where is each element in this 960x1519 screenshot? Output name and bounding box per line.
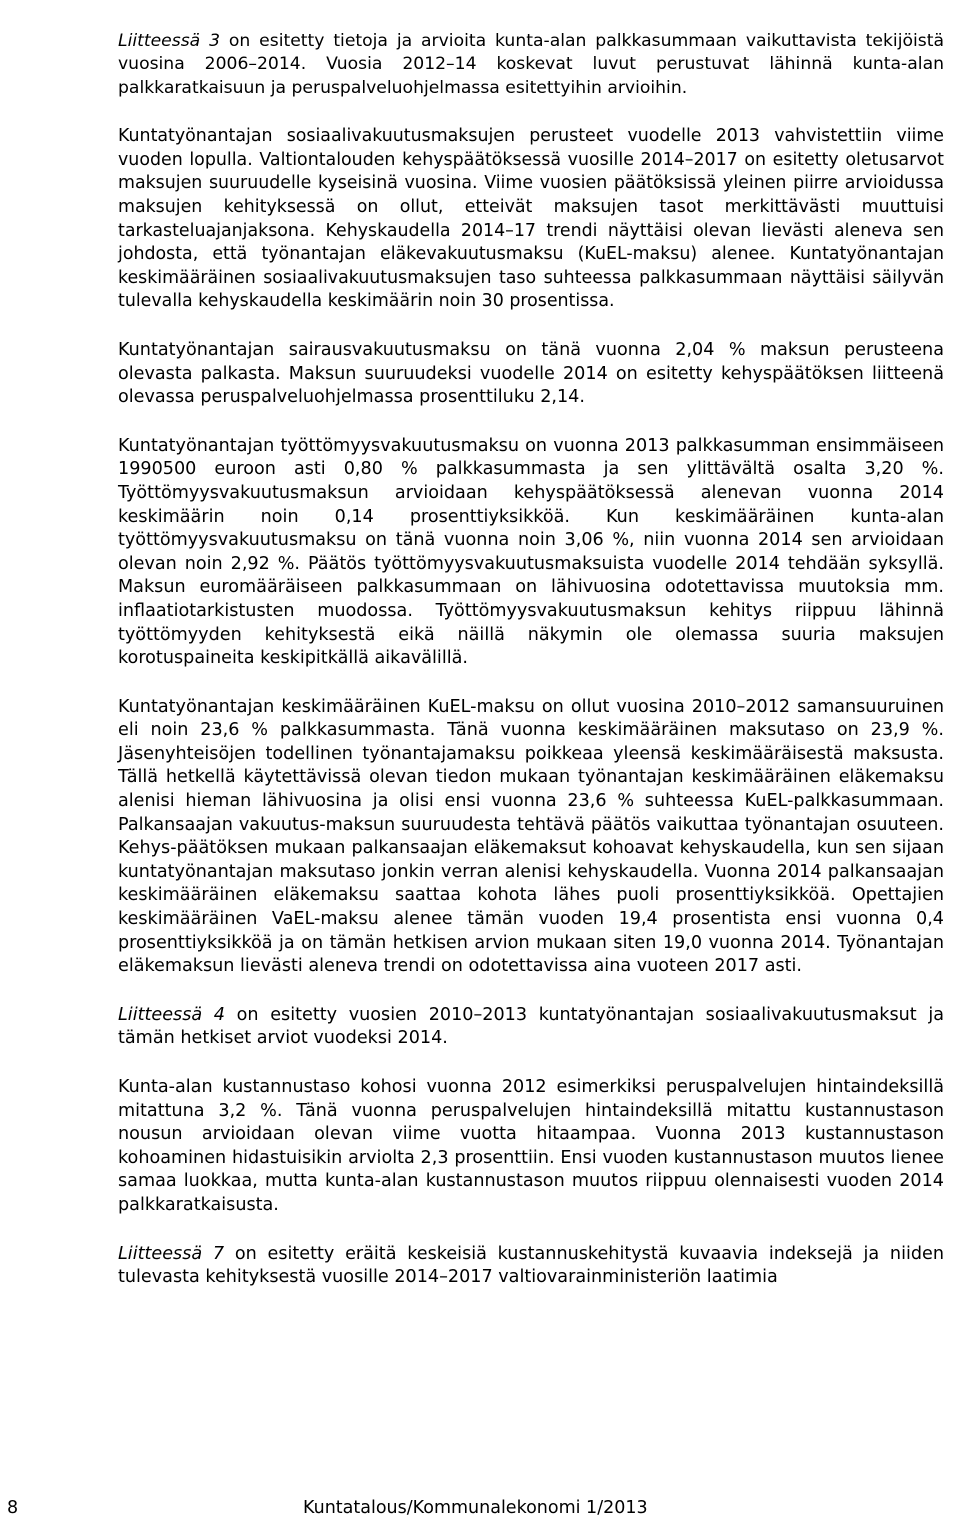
paragraph-text: Kuntatyönantajan keskimääräinen KuEL-maksu on ollut vuosina 2010–2012 samansuuruinen eli noin 23,6 % palkkasummasta. Tänä vuonna keskimääräinen maksutaso on 23,9 %. Jäsenyhteisöjen todellinen työnantajamaksu poikkeaa yleensä keskimääräisestä maksusta. Tällä hetkellä käytettävissä olevan tiedon mukaan työnantajan keskimääräinen eläkemaksu alenisi hieman lähivuosina ja olisi ensi vuonna 23,6 % suhteessa KuEL-palkkasummaan. Palkansaajan vakuutus-maksun suuruudesta tehtävä päätös vaikuttaa työnantajan osuuteen. Kehys-päätöksen mukaan palkansaajan eläkemaksut kohoavat kehyskaudella, kun sen sijaan kuntatyönantajan maksutaso jonkin verran alenisi kehyskaudella. Vuonna 2014 palkansaajan keskimääräinen eläkemaksu saattaa kohota lähes puoli prosenttiyksikköä. Opettajien keskimääräinen VaEL-maksu alenee tämän vuoden 19,4 prosentista ensi vuonna 0,4 prosenttiyksikköä ja on tämän hetkisen arvion mukaan siten 19,0 vuonna 2014. Työnantajan eläkemaksun lievästi aleneva trendi on odotettavissa aina vuoteen 2017 asti. xyxy=(118,696,944,977)
appendix-7-reference: Liitteessä 7 xyxy=(118,1243,225,1264)
paragraph-text: on esitetty eräitä keskeisiä kustannuskehitystä kuvaavia indeksejä ja niiden tulevasta kehityksestä vuosille 2014–2017 valtiovarainministeriön laatimia xyxy=(118,1243,944,1288)
publication-title: Kuntatalous/Kommunalekonomi 1/2013 xyxy=(303,1498,648,1518)
paragraph-appendix-3 xyxy=(118,30,944,100)
paragraph-kuel-pension xyxy=(118,696,944,979)
paragraph-appendix-4 xyxy=(118,1004,944,1051)
paragraph-social-insurance xyxy=(118,125,944,314)
paragraph-text: on esitetty tietoja ja arvioita kunta-alan palkkasummaan vaikuttavista tekijöistä vuosina 2006–2014. Vuosia 2012–14 koskevat luvut perustuvat lähinnä kunta-alan palkkaratkaisuun ja peruspalveluohjelmassa esitettyihin arvioihin. xyxy=(118,31,945,98)
paragraph-unemployment-insurance xyxy=(118,435,944,671)
page-number: 8 xyxy=(7,1498,19,1518)
paragraph-appendix-7 xyxy=(118,1243,944,1290)
paragraph-text: Kuntatyönantajan sosiaalivakuutusmaksujen perusteet vuodelle 2013 vahvistettiin viime vuoden lopulla. Valtiontalouden kehyspäätöksessä vuosille 2014–2017 on esitetty oletusarvot maksujen suuruudelle kyseisinä vuosina. Viime vuosien päätöksissä yleinen piirre arvioidussa maksujen kehityksessä on ollut, etteivät maksujen tasot merkittävästi muuttuisi tarkasteluajanjaksona. Kehyskaudella 2014–17 trendi näyttäisi olevan lievästi aleneva sen johdosta, että työnantajan eläkevakuutusmaksu (KuEL-maksu) alenee. Kuntatyönantajan keskimääräinen sosiaalivakuutusmaksujen taso suhteessa palkkasummaan näyttäisi säilyvän tulevalla kehyskaudella keskimäärin noin 30 prosentissa. xyxy=(118,126,944,312)
paragraph-cost-level xyxy=(118,1076,944,1218)
appendix-4-reference: Liitteessä 4 xyxy=(118,1004,225,1025)
paragraph-text: Kuntatyönantajan sairausvakuutusmaksu on tänä vuonna 2,04 % maksun perusteena olevasta palkasta. Maksun suuruudeksi vuodelle 2014 on esitetty kehyspäätöksen liitteenä olevassa peruspalveluohjelmassa prosenttiluku 2,14. xyxy=(118,339,944,408)
paragraph-text: Kuntatyönantajan työttömyysvakuutusmaksu on vuonna 2013 palkkasumman ensimmäiseen 1990500 euroon asti 0,80 % palkkasummasta ja sen ylittävältä osalta 3,20 %. Työttömyysvakuutusmaksun arvioidaan kehyspäätöksessä alenevan vuonna 2014 keskimäärin noin 0,14 prosenttiyksikköä. Kun keskimääräinen kunta-alan työttömyysvakuutusmaksu on tänä vuonna noin 3,06 %, niin vuonna 2014 sen arvioidaan olevan noin 2,92 %. Päätös työttömyysvakuutusmaksuista vuodelle 2014 tehdään syksyllä. Maksun euromääräiseen palkkasummaan on lähivuosina odotettavissa muutoksia mm. inflaatiotarkistusten muodossa. Työttömyysvakuutusmaksun kehitys riippuu lähinnä työttömyyden kehityksestä eikä näillä näkymin ole olemassa suuria maksujen korotuspaineita keskipitkällä aikavälillä. xyxy=(118,435,944,669)
paragraph-text: on esitetty vuosien 2010–2013 kuntatyönantajan sosiaalivakuutusmaksut ja tämän hetkiset arviot vuodeksi 2014. xyxy=(118,1004,944,1049)
paragraph-text: Kunta-alan kustannustaso kohosi vuonna 2012 esimerkiksi peruspalvelujen hintaindeksillä mitattuna 3,2 %. Tänä vuonna peruspalvelujen hintaindeksillä mitattu kustannustason nousun arvioidaan olevan viime vuotta hitaampaa. Vuonna 2013 kustannustason kohoaminen hidastuisikin arviolta 2,3 prosenttiin. Ensi vuoden kustannustason muutos lienee samaa luokkaa, mutta kunta-alan kustannustason muutos riippuu olennaisesti vuoden 2014 palkkaratkaisusta. xyxy=(118,1077,944,1215)
document-body xyxy=(118,30,944,1315)
appendix-3-reference: Liitteessä 3 xyxy=(118,31,221,51)
paragraph-sickness-insurance xyxy=(118,339,944,410)
